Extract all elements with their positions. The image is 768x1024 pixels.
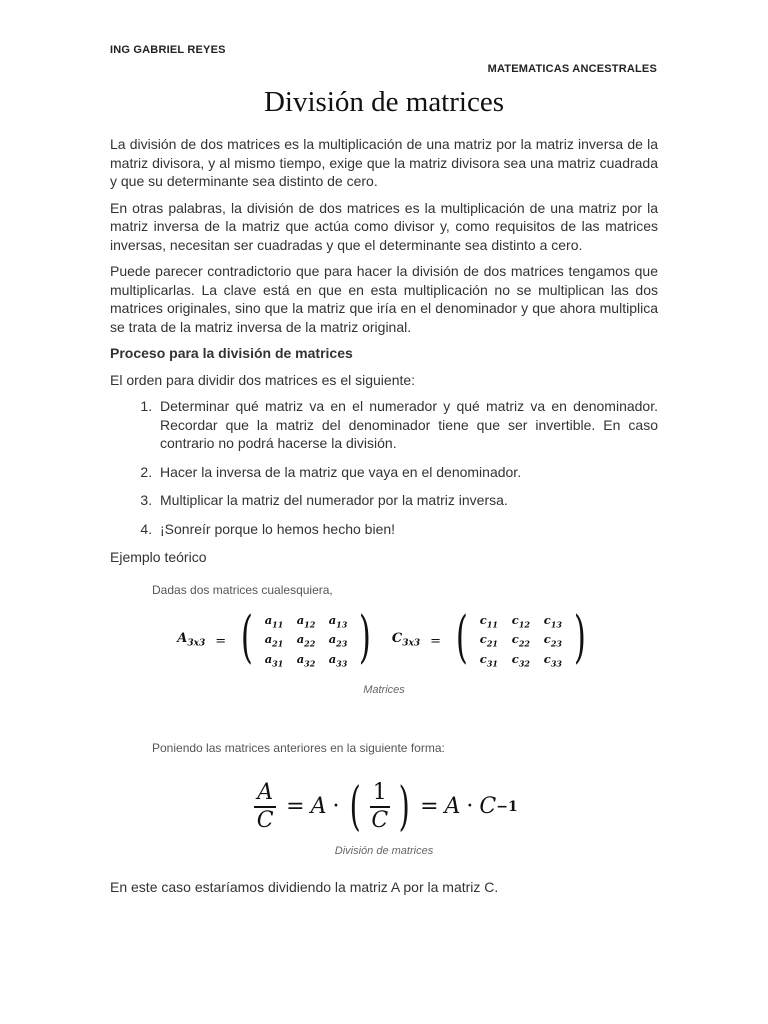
- fraction-one-over-c: $\frac{1}{C}$: [371, 779, 389, 833]
- header-subject: MATEMATICAS ANCESTRALES: [487, 63, 657, 75]
- matrix-c-label: $C_{3x3}$: [391, 631, 421, 649]
- matrix-entry: $a_{13}$: [328, 613, 348, 630]
- matrix-entry: $c_{13}$: [543, 613, 562, 630]
- matrix-a-label: $A_{3x3}$: [177, 631, 206, 649]
- division-formula: $\frac{A}{C}$ = A · ( $\frac{1}{C}$ ) = A · C −1: [110, 780, 658, 834]
- matrix-entry: $a_{23}$: [328, 632, 348, 649]
- equals-sign: =: [215, 633, 227, 649]
- matrix-entry: $a_{22}$: [296, 632, 316, 649]
- matrix-entry: $a_{11}$: [264, 613, 284, 630]
- matrix-entry: $c_{32}$: [511, 651, 530, 668]
- matrices-caption: Matrices: [363, 683, 405, 696]
- matrix-entry: $a_{12}$: [296, 613, 316, 630]
- process-heading: Proceso para la división de matrices: [110, 345, 353, 361]
- list-item: 4. ¡Sonreír porque lo hemos hecho bien!: [156, 520, 658, 539]
- example-intro-1: Dadas dos matrices cualesquiera,: [152, 582, 333, 597]
- document-body: [110, 135, 658, 905]
- header-author: ING GABRIEL REYES: [110, 44, 226, 56]
- page-title: División de matrices: [263, 86, 504, 118]
- example-intro-2: Poniendo las matrices anteriores en la siguiente forma:: [152, 741, 445, 756]
- matrices-definition: [110, 605, 658, 671]
- matrix-entry: $a_{31}$: [264, 651, 284, 668]
- list-item: 3. Multiplicar la matriz del numerador por la matriz inversa.: [156, 491, 658, 510]
- matrix-entry: $c_{12}$: [511, 613, 530, 630]
- matrix-c: ( $c_{11}$ $c_{12}$ $c_{13}$ $c_{21}$ $c_{22}$ $c_{23}$ $c_{31}$ $c_{32}$ $c_{33}$ ): [455, 605, 586, 670]
- fraction-a-over-c: $\frac{A}{C}$: [254, 780, 276, 834]
- process-intro: El orden para dividir dos matrices es el siguiente:: [110, 371, 416, 388]
- matrix-entry: $a_{21}$: [264, 632, 284, 649]
- inverse-exponent: −1: [496, 798, 518, 815]
- paragraph-1: La división de dos matrices es la multiplicación de una matriz por la matriz inversa de la matriz divisora, y al mismo tiempo, exige que la matriz divisora sea una matriz cuadrada y que su determinante sea distinto de cero.: [110, 136, 658, 189]
- division-caption: División de matrices: [334, 844, 434, 857]
- matrix-entry: $a_{33}$: [328, 651, 348, 668]
- matrix-entry: $c_{11}$: [479, 613, 498, 630]
- paragraph-3: Puede parecer contradictorio que para hacer la división de dos matrices tengamos que multiplicarlas. La clave está en que en esta multiplicación no se multiplican las dos matrices originales, sino que la matriz que iría en el denominador y que ahora multiplica se trata de la matriz inversa de la matriz original.: [110, 263, 658, 335]
- example-heading: Ejemplo teórico: [110, 549, 207, 565]
- list-item: 2. Hacer la inversa de la matriz que vaya en el denominador.: [156, 463, 658, 482]
- matrix-entry: $c_{21}$: [479, 632, 498, 649]
- example-figure: [110, 581, 658, 861]
- conclusion-paragraph: En este caso estaríamos dividiendo la matriz A por la matriz C.: [110, 879, 499, 896]
- list-item: 1. Determinar qué matriz va en el numerador y qué matriz va en denominador. Recordar que la matriz del denominador tiene que ser invertible. En caso contrario no podrá hacerse la división.: [156, 397, 658, 453]
- matrix-entry: $a_{32}$: [296, 651, 316, 668]
- matrix-entry: $c_{33}$: [543, 651, 562, 668]
- matrix-entry: $c_{23}$: [543, 632, 562, 649]
- matrix-entry: $c_{22}$: [511, 632, 530, 649]
- matrix-a: ( $a_{11}$ $a_{12}$ $a_{13}$ $a_{21}$ $a_{22}$ $a_{23}$ $a_{31}$ $a_{32}$ $a_{33}$ ): [241, 605, 371, 670]
- paragraph-2: En otras palabras, la división de dos matrices es la multiplicación de una matriz por la matriz inversa de la matriz que actúa como divisor y, como requisitos de las matrices inversas, necesitan ser cuadradas y que el determinante sea distinto a cero.: [110, 199, 658, 253]
- process-steps: [110, 397, 658, 538]
- matrix-entry: $c_{31}$: [479, 651, 498, 668]
- equals-sign: =: [430, 633, 442, 649]
